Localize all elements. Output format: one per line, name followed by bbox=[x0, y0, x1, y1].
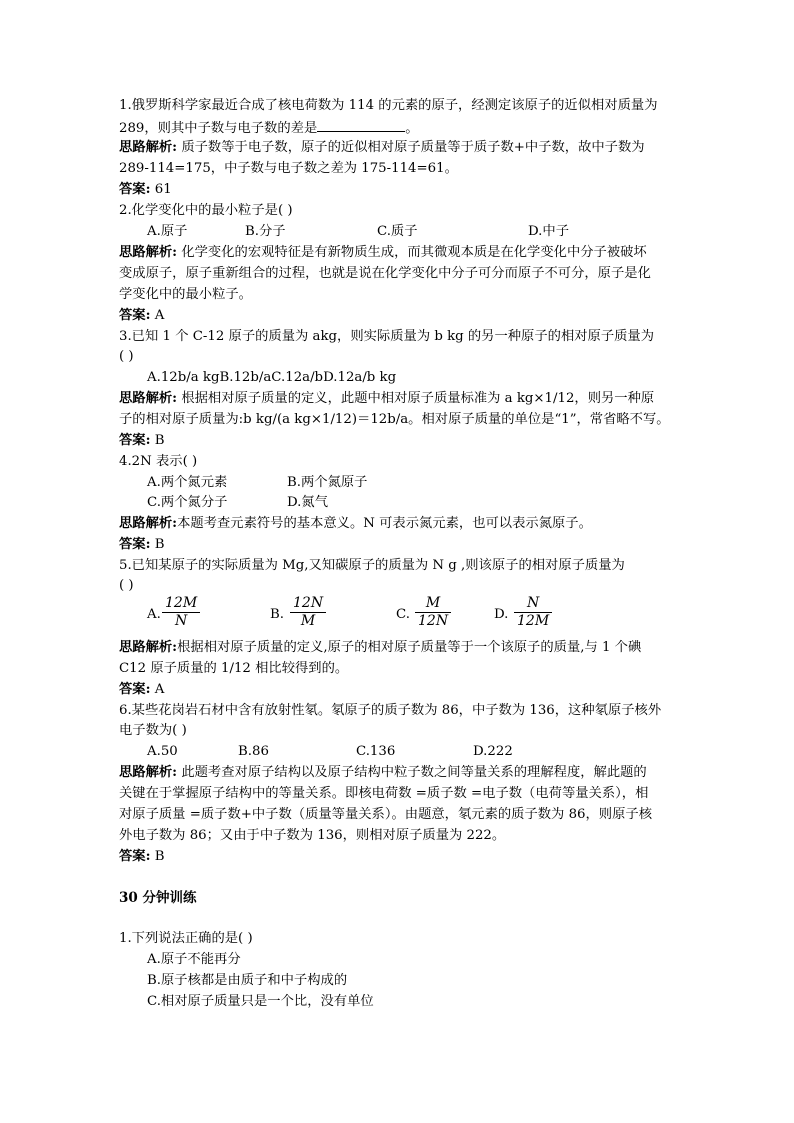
q3-answer bbox=[119, 433, 165, 449]
q5-option-c-label: C. bbox=[396, 607, 410, 622]
q4-analysis-text: 本题考查元素符号的基本意义。N 可表示氮元素，也可以表示氮原子。 bbox=[177, 516, 592, 531]
q2-analysis-text: 化学变化的宏观特征是有新物质生成，而其微观本质是在化学变化中分子被破坏 bbox=[177, 245, 647, 260]
q6-stem-line2: 电子数为( ) bbox=[119, 723, 187, 738]
q6-analysis-line1 bbox=[119, 765, 647, 781]
q4-option-c: C.两个氮分子 bbox=[147, 495, 228, 510]
fraction-denominator: 12M bbox=[517, 613, 550, 629]
analysis-label: 思路解析: bbox=[119, 391, 178, 406]
q4-answer bbox=[119, 537, 165, 553]
fraction-denominator: 12N bbox=[418, 613, 449, 629]
q6-analysis-line3: 对原子质量 =质子数+中子数（质量等量关系）。由题意，氡元素的质子数为 86，则原子核 bbox=[119, 807, 652, 822]
q6-analysis-line2: 关键在于掌握原子结构中的等量关系。即核电荷数 =质子数 =电子数（电荷等量关系），相 bbox=[119, 786, 649, 801]
answer-value: A bbox=[150, 682, 165, 697]
q4-option-d: D.氮气 bbox=[287, 495, 329, 510]
q5-stem-line1: 5.已知某原子的实际质量为 Mg,又知碳原子的质量为 N g ,则该原子的相对原子质量为 bbox=[119, 558, 625, 573]
q5-option-b-fraction bbox=[290, 596, 326, 629]
answer-value: B bbox=[150, 433, 165, 448]
q5-stem-line2: ( ) bbox=[119, 578, 134, 593]
fraction-denominator: N bbox=[174, 613, 188, 629]
q3-analysis-text: 根据相对原子质量的定义，此题中相对原子质量标准为 a kg×1/12，则另一种原 bbox=[177, 391, 655, 406]
analysis-label: 思路解析: bbox=[119, 640, 178, 655]
q5-answer bbox=[119, 682, 164, 698]
answer-label: 答案: bbox=[119, 537, 151, 552]
q4-stem: 4.2N 表示( ) bbox=[119, 454, 198, 469]
q2-analysis-line3: 学变化中的最小粒子。 bbox=[119, 287, 252, 302]
answer-value: B bbox=[150, 849, 165, 864]
q4-analysis bbox=[119, 516, 592, 532]
q2-option-c: C.质子 bbox=[377, 224, 418, 239]
q2-option-b: B.分子 bbox=[245, 224, 286, 239]
t1-option-a: A.原子不能再分 bbox=[147, 952, 241, 967]
t1-stem: 1.下列说法正确的是( ) bbox=[119, 931, 253, 946]
answer-label: 答案: bbox=[119, 849, 151, 864]
q5-option-b-label: B. bbox=[270, 607, 284, 622]
t1-option-c: C.相对原子质量只是一个比，没有单位 bbox=[147, 994, 374, 1009]
analysis-label: 思路解析: bbox=[119, 516, 178, 531]
answer-blank bbox=[317, 119, 405, 132]
q5-option-c-fraction bbox=[415, 596, 451, 629]
q2-stem: 2.化学变化中的最小粒子是( ) bbox=[119, 203, 293, 218]
fraction-numerator: N bbox=[526, 595, 540, 611]
q3-stem-line2: ( ) bbox=[119, 349, 134, 364]
q1-answer bbox=[119, 182, 172, 198]
q4-option-a: A.两个氮元素 bbox=[147, 475, 228, 490]
answer-label: 答案: bbox=[119, 433, 151, 448]
q1-stem-line1: 1.俄罗斯科学家最近合成了核电荷数为 114 的元素的原子，经测定该原子的近似相对质量为 bbox=[119, 98, 658, 113]
analysis-label: 思路解析: bbox=[119, 140, 178, 155]
q5-option-d-label: D. bbox=[494, 607, 509, 622]
q3-stem-line1: 3.已知 1 个 C-12 原子的质量为 akg，则实际质量为 b kg 的另一种原子的相对原子质量为 bbox=[119, 329, 655, 344]
q6-stem-line1: 6.某些花岗岩石材中含有放射性氡。氡原子的质子数为 86，中子数为 136，这种氡原子核外 bbox=[119, 703, 662, 718]
answer-label: 答案: bbox=[119, 682, 151, 697]
q6-answer bbox=[119, 849, 165, 865]
q5-option-d-fraction bbox=[514, 596, 552, 629]
q6-analysis-text: 此题考查对原子结构以及原子结构中粒子数之间等量关系的理解程度，解此题的 bbox=[177, 765, 647, 780]
q1-analysis-text: 质子数等于电子数，原子的近似相对原子质量等于质子数+中子数，故中子数为 bbox=[177, 140, 645, 155]
q1-stem-end: 。 bbox=[405, 121, 419, 136]
analysis-label: 思路解析: bbox=[119, 245, 178, 260]
q3-options: A.12b/a kgB.12b/aC.12a/bD.12a/b kg bbox=[147, 370, 397, 385]
q2-option-d: D.中子 bbox=[528, 224, 570, 239]
q2-option-a: A.原子 bbox=[147, 224, 188, 239]
q1-analysis-line1 bbox=[119, 140, 645, 156]
analysis-label: 思路解析: bbox=[119, 765, 178, 780]
answer-value: 61 bbox=[150, 182, 172, 197]
q6-option-a: A.50 bbox=[147, 744, 178, 759]
fraction-numerator: M bbox=[425, 595, 441, 611]
q5-option-a-label: A. bbox=[147, 607, 161, 622]
q1-stem-line2 bbox=[119, 119, 419, 137]
q1-stem-text: 289，则其中子数与电子数的差是 bbox=[119, 121, 318, 136]
fraction-numerator: 12M bbox=[165, 595, 198, 611]
q2-answer bbox=[119, 308, 164, 324]
q6-analysis-line4: 外电子数为 86；又由于中子数为 136，则相对原子质量为 222。 bbox=[119, 828, 506, 843]
q6-option-d: D.222 bbox=[473, 744, 513, 759]
q4-option-b: B.两个氮原子 bbox=[287, 475, 368, 490]
q6-option-b: B.86 bbox=[238, 744, 269, 759]
q2-analysis-line2: 变成原子，原子重新组合的过程，也就是说在化学变化中分子可分而原子不可分，原子是化 bbox=[119, 266, 651, 281]
section-title: 30 分钟训练 bbox=[119, 890, 197, 906]
q2-analysis-line1 bbox=[119, 245, 647, 261]
answer-value: B bbox=[150, 537, 165, 552]
answer-label: 答案: bbox=[119, 308, 151, 323]
q1-analysis-line2: 289-114=175，中子数与电子数之差为 175-114=61。 bbox=[119, 161, 458, 176]
q5-analysis-text: 根据相对原子质量的定义,原子的相对原子质量等于一个该原子的质量,与 1 个碘 bbox=[177, 640, 642, 655]
t1-option-b: B.原子核都是由质子和中子构成的 bbox=[147, 973, 348, 988]
q6-option-c: C.136 bbox=[356, 744, 396, 759]
q3-analysis-line2: 子的相对原子质量为:b kg/(a kg×1/12)＝12b/a。相对原子质量的单位是“1”，常省略不写。 bbox=[119, 412, 670, 427]
q5-option-a-fraction bbox=[162, 596, 200, 629]
answer-label: 答案: bbox=[119, 182, 151, 197]
q5-analysis-line1 bbox=[119, 640, 641, 656]
q3-analysis-line1 bbox=[119, 391, 654, 407]
answer-value: A bbox=[150, 308, 165, 323]
fraction-denominator: M bbox=[300, 613, 316, 629]
fraction-numerator: 12N bbox=[293, 595, 324, 611]
q5-analysis-line2: C12 原子质量的 1/12 相比较得到的。 bbox=[119, 661, 349, 676]
